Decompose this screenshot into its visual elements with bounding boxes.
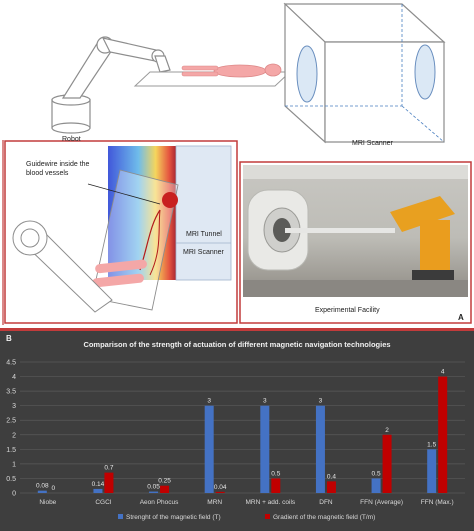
bar: [327, 481, 336, 493]
y-tick-label: 4.5: [6, 359, 16, 367]
mri-scanner-drawing: [285, 4, 444, 142]
data-label: 2: [385, 426, 389, 434]
bar: [383, 435, 392, 493]
y-tick-label: 1.5: [6, 446, 16, 454]
robot-label: Robot: [62, 136, 81, 143]
guidewire-label: Guidewire inside the blood vessels: [26, 161, 90, 177]
y-tick-label: 2.5: [6, 417, 16, 425]
data-label: 0.7: [104, 464, 114, 472]
legend-swatch: [265, 514, 270, 519]
x-tick-label: MRN + add. coils: [245, 499, 296, 506]
mri-scanner-label: MRI Scanner: [352, 140, 393, 147]
data-label: 3: [318, 397, 323, 405]
y-tick-label: 2: [12, 432, 16, 440]
grid: [20, 362, 465, 493]
bar: [316, 406, 325, 493]
bar: [149, 492, 158, 493]
bar: [205, 406, 214, 493]
bar: [372, 478, 381, 493]
legend-label: Strenght of the magnetic field (T): [126, 514, 221, 521]
legend: [118, 514, 375, 521]
y-tick-label: 1: [12, 461, 16, 469]
data-label: 0.5: [271, 470, 281, 478]
x-tick-label: FFN (Average): [360, 499, 403, 506]
chart-title: Comparison of the strength of actuation of different magnetic navigation technologies: [83, 340, 391, 349]
data-label: 0.5: [371, 470, 381, 478]
data-label: 0.25: [158, 477, 171, 485]
data-label: 0.4: [326, 473, 336, 481]
facility-photo: [243, 165, 468, 297]
x-tick-label: Niobe: [39, 499, 57, 506]
bar: [93, 489, 102, 493]
x-tick-label: Aeon Phocus: [139, 499, 179, 506]
panel-b-letter: B: [6, 334, 12, 343]
bar: [260, 406, 269, 493]
bar: [438, 377, 447, 493]
bar: [216, 492, 225, 493]
legend-label: Gradient of the magnetic field (T/m): [273, 514, 376, 521]
experimental-facility-label: Experimental Facility: [315, 307, 380, 314]
bar: [38, 491, 47, 493]
data-label: 0.05: [147, 483, 160, 491]
x-tick-label: CGCI: [95, 499, 112, 506]
data-label: 0.04: [213, 483, 227, 491]
mri-scanner-inset-label: MRI Scanner: [183, 249, 224, 256]
data-label: 3: [263, 397, 267, 405]
data-label: 1.5: [427, 441, 437, 449]
bars: [36, 369, 447, 493]
data-label: 0.08: [35, 482, 49, 490]
bar: [427, 449, 436, 493]
panel-b: [0, 328, 474, 531]
chart: [0, 331, 474, 531]
bar: [104, 473, 113, 493]
bar: [160, 486, 169, 493]
data-label: 3: [207, 397, 211, 405]
data-label: 4: [440, 368, 445, 376]
x-axis: [39, 499, 453, 506]
legend-swatch: [118, 514, 123, 519]
y-tick-label: 4: [12, 374, 16, 382]
y-tick-label: 0: [12, 490, 16, 498]
panel-a-letter: A: [458, 313, 464, 322]
mri-tunnel-label: MRI Tunnel: [186, 231, 222, 238]
data-label: 0: [51, 485, 56, 492]
y-tick-label: 3: [12, 403, 16, 411]
x-tick-label: DFN: [319, 499, 333, 506]
y-axis: [6, 360, 16, 498]
bar: [271, 478, 280, 493]
x-tick-label: MRN: [207, 499, 223, 506]
data-label: 0.14: [91, 480, 105, 488]
y-tick-label: 0.5: [6, 475, 16, 483]
x-tick-label: FFN (Max.): [420, 499, 454, 506]
y-tick-label: 3.5: [6, 388, 16, 396]
